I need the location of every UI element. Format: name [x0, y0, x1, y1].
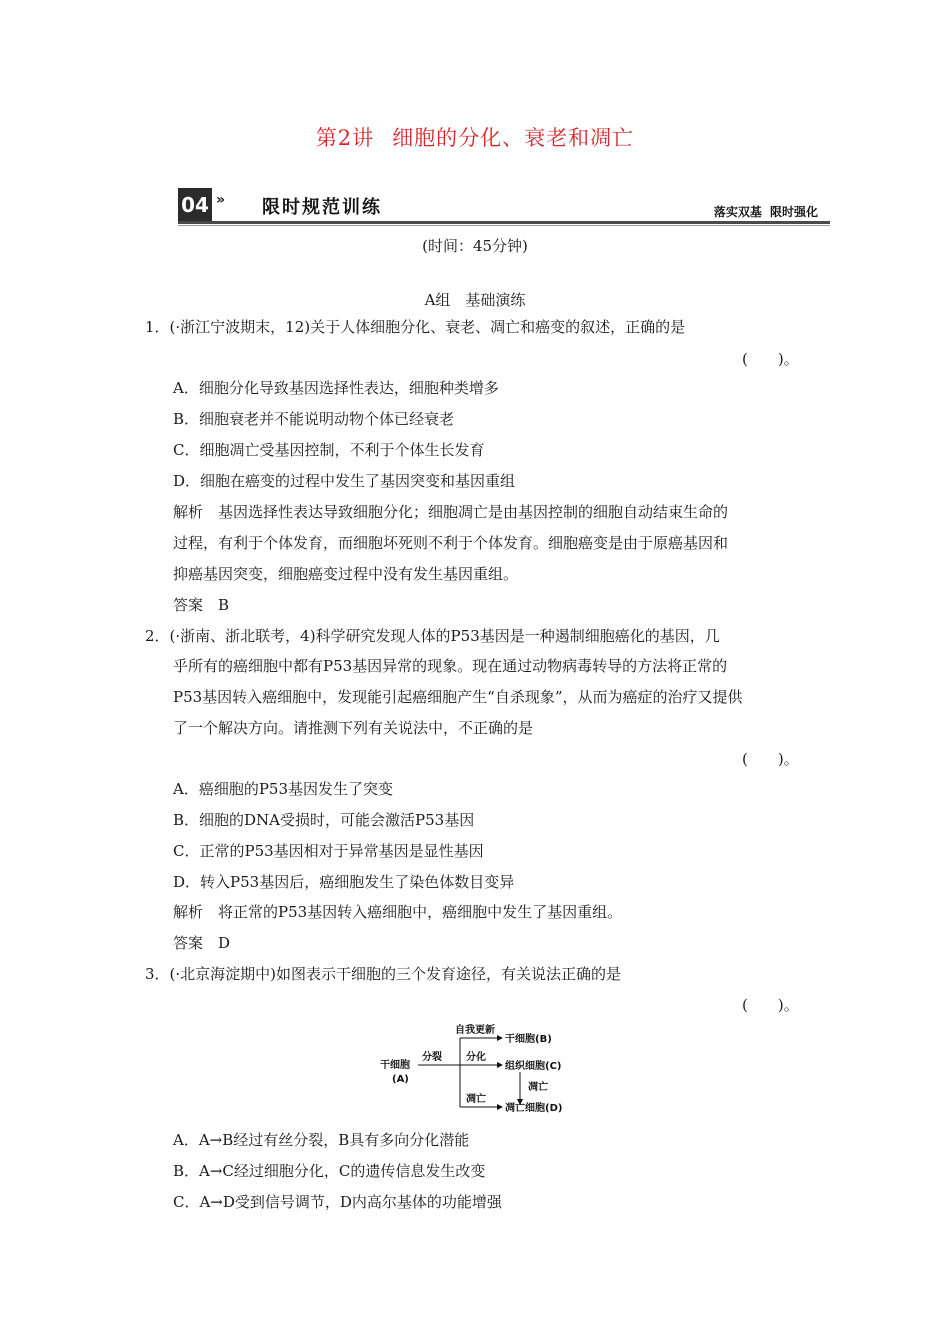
diagram-target-3: 凋亡细胞(D): [505, 1103, 563, 1114]
q2-stem-line-1: 2．(·浙南、浙北联考，4)科学研究发现人体的P53基因是一种遏制细胞癌化的基因，几: [145, 627, 720, 645]
section-number: 04: [178, 188, 212, 222]
diagram-branch-1-label: 自我更新: [455, 1025, 495, 1036]
diagram-target-1: 干细胞(B): [505, 1034, 552, 1045]
q2-option-c: C．正常的P53基因相对于异常基因是显性基因: [173, 842, 484, 860]
diagram-down-label: 凋亡: [528, 1082, 548, 1093]
q3-option-c: C．A→D受到信号调节，D内高尔基体的功能增强: [173, 1193, 502, 1211]
q3-answer-blank: ( )。: [742, 996, 799, 1014]
q2-option-b: B．细胞的DNA受损时，可能会激活P53基因: [173, 811, 475, 829]
section-banner: [178, 188, 830, 226]
q3-option-b: B．A→C经过细胞分化，C的遗传信息发生改变: [173, 1162, 486, 1180]
diagram-split-label: 分裂: [422, 1052, 442, 1063]
diagram-source-sub: (A): [392, 1074, 409, 1085]
diagram-branch-2-label: 分化: [466, 1052, 486, 1063]
banner-divider: [178, 221, 830, 224]
q2-option-d: D．转入P53基因后，癌细胞发生了染色体数目变异: [173, 873, 515, 891]
page-title: [0, 122, 950, 152]
q2-answer: 答案 D: [173, 934, 231, 952]
q1-option-a: A．细胞分化导致基因选择性表达，细胞种类增多: [173, 379, 499, 397]
q1-option-b: B．细胞衰老并不能说明动物个体已经衰老: [173, 410, 455, 428]
group-heading: A组 基础演练: [424, 291, 526, 309]
banner-divider-thin: [178, 225, 830, 226]
q1-answer: 答案 B: [173, 596, 230, 614]
q1-option-c: C．细胞凋亡受基因控制，不利于个体生长发育: [173, 441, 485, 459]
q2-answer-blank: ( )。: [742, 750, 799, 768]
q2-stem-line-4: 了一个解决方向。请推测下列有关说法中，不正确的是: [173, 719, 534, 737]
q2-stem-line-2: 乎所有的癌细胞中都有P53基因异常的现象。现在通过动物病毒转导的方法将正常的: [173, 657, 728, 675]
diagram-branch-3-label: 凋亡: [466, 1094, 486, 1105]
q3-stem: 3．(·北京海淀期中)如图表示干细胞的三个发育途径，有关说法正确的是: [145, 965, 622, 983]
q3-option-a: A．A→B经过有丝分裂，B具有多向分化潜能: [173, 1131, 470, 1149]
q2-analysis: 解析 将正常的P53基因转入癌细胞中，癌细胞中发生了基因重组。: [173, 903, 623, 921]
diagram-source: 干细胞: [380, 1060, 410, 1071]
lecture-number: 第2讲: [315, 126, 375, 150]
section-label: 限时规范训练: [262, 197, 382, 218]
q1-option-d: D．细胞在癌变的过程中发生了基因突变和基因重组: [173, 472, 516, 490]
chevron-right-icon: »: [216, 192, 226, 208]
q2-option-a: A．癌细胞的P53基因发生了突变: [173, 780, 394, 798]
diagram-target-2: 组织细胞(C): [505, 1061, 562, 1072]
stem-cell-diagram: [378, 1022, 578, 1122]
q2-stem-line-3: P53基因转入癌细胞中，发现能引起癌细胞产生“自杀现象”，从而为癌症的治疗又提供: [173, 688, 743, 706]
q1-stem: 1．(·浙江宁波期末，12)关于人体细胞分化、衰老、凋亡和癌变的叙述，正确的是: [145, 318, 686, 336]
q1-answer-blank: ( )。: [742, 350, 799, 368]
lecture-topic: 细胞的分化、衰老和凋亡: [392, 126, 635, 150]
section-tagline: 落实双基 限时强化: [713, 205, 818, 219]
q1-analysis-line-1: 解析 基因选择性表达导致细胞分化；细胞凋亡是由基因控制的细胞自动结束生命的: [173, 503, 729, 521]
time-note: (时间：45分钟): [422, 237, 528, 255]
q1-analysis-line-2: 过程，有利于个体发育，而细胞坏死则不利于个体发育。细胞癌变是由于原癌基因和: [173, 534, 729, 552]
q1-analysis-line-3: 抑癌基因突变，细胞癌变过程中没有发生基因重组。: [173, 565, 519, 583]
